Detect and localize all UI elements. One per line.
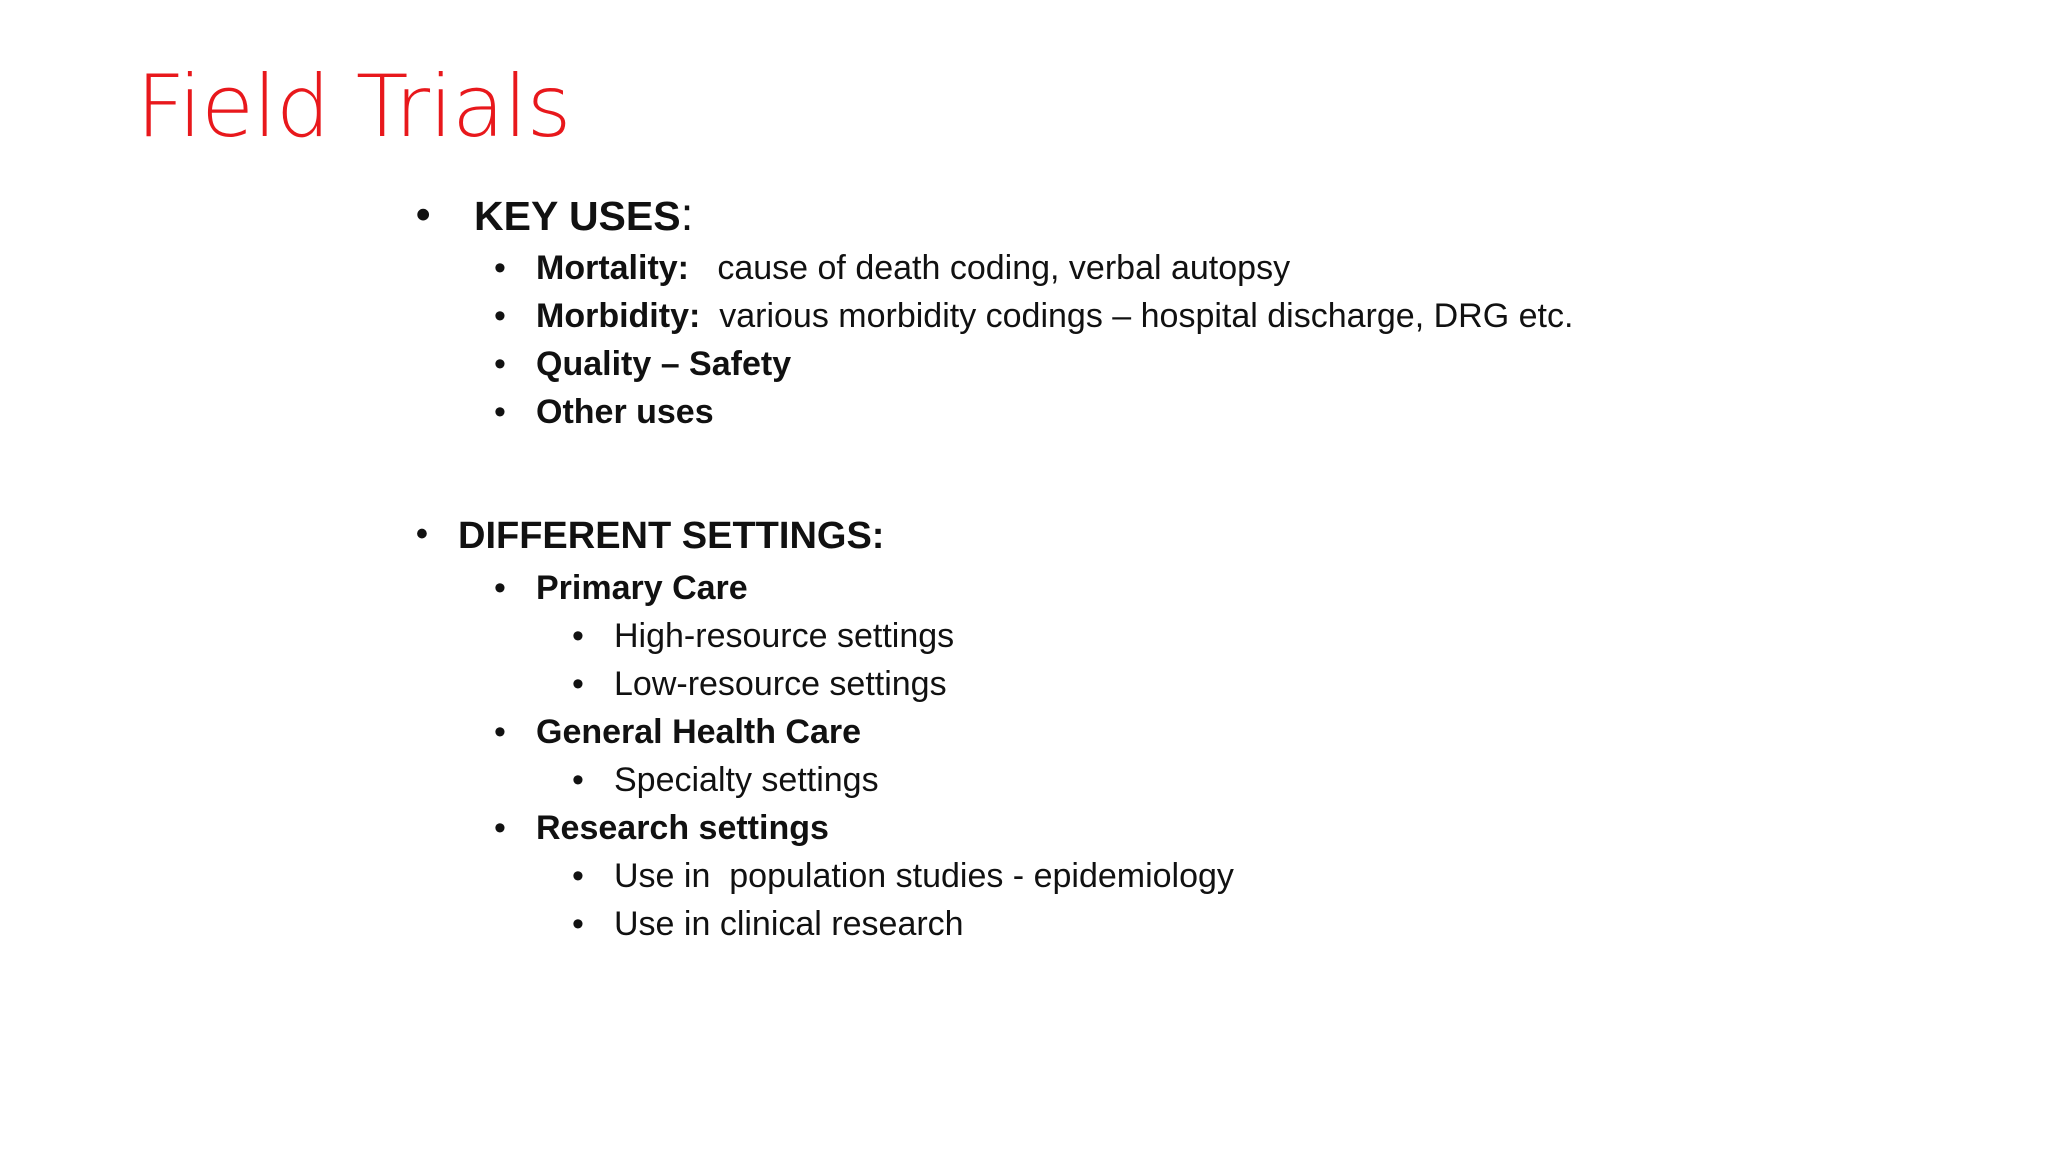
high-resource-label: High-resource settings: [614, 617, 955, 655]
different-settings-heading: DIFFERENT SETTINGS:: [458, 515, 885, 557]
bullet-dot-icon: •: [416, 515, 428, 553]
population-studies-label: Use in population studies - epidemiology: [614, 857, 1234, 895]
bullet-dot-icon: •: [572, 617, 584, 655]
research-settings-label: Research settings: [536, 809, 829, 847]
mortality-detail: cause of death coding, verbal autopsy: [717, 249, 1291, 287]
list-item-low-resource: [416, 660, 1976, 708]
bullet-dot-icon: •: [494, 249, 506, 287]
bullet-key-uses: [416, 186, 1976, 244]
bullet-dot-icon: •: [494, 393, 506, 431]
bullet-dot-icon: •: [572, 665, 584, 703]
bullet-dot-icon: •: [572, 905, 584, 943]
quality-safety-label: Quality – Safety: [536, 345, 792, 383]
list-item-primary-care: [416, 564, 1976, 612]
morbidity-detail: various morbidity codings – hospital discharge, DRG etc.: [719, 297, 1574, 335]
list-item-clinical-research: [416, 900, 1976, 948]
key-uses-heading-text: KEY USES: [474, 193, 681, 239]
section-spacer: [416, 436, 1976, 506]
bullet-dot-icon: •: [494, 345, 506, 383]
bullet-dot-icon: •: [572, 761, 584, 799]
mortality-label: Mortality:: [536, 249, 689, 287]
bullet-dot-icon: •: [572, 857, 584, 895]
bullet-different-settings: [416, 506, 1976, 564]
morbidity-label: Morbidity:: [536, 297, 701, 335]
bullet-dot-icon: •: [494, 297, 506, 335]
list-item-research-settings: [416, 804, 1976, 852]
bullet-dot-icon: •: [494, 809, 506, 847]
list-item-specialty-settings: [416, 756, 1976, 804]
slide-title: Field Trials: [136, 57, 571, 157]
key-uses-heading: [474, 188, 694, 240]
bullet-dot-icon: •: [416, 191, 431, 237]
other-uses-label: Other uses: [536, 393, 714, 431]
list-item-general-health-care: [416, 708, 1976, 756]
key-uses-colon: :: [680, 188, 694, 240]
list-item-population-studies: [416, 852, 1976, 900]
list-item-quality-safety: [416, 340, 1976, 388]
clinical-research-label: Use in clinical research: [614, 905, 964, 943]
list-item-mortality: [416, 244, 1976, 292]
list-item-other-uses: [416, 388, 1976, 436]
list-item-high-resource: [416, 612, 1976, 660]
bullet-dot-icon: •: [494, 569, 506, 607]
primary-care-label: Primary Care: [536, 569, 748, 607]
specialty-settings-label: Specialty settings: [614, 761, 879, 799]
bullet-dot-icon: •: [494, 713, 506, 751]
low-resource-label: Low-resource settings: [614, 665, 947, 703]
general-health-care-label: General Health Care: [536, 713, 862, 751]
slide-content: [416, 186, 1976, 948]
list-item-morbidity: [416, 292, 1976, 340]
